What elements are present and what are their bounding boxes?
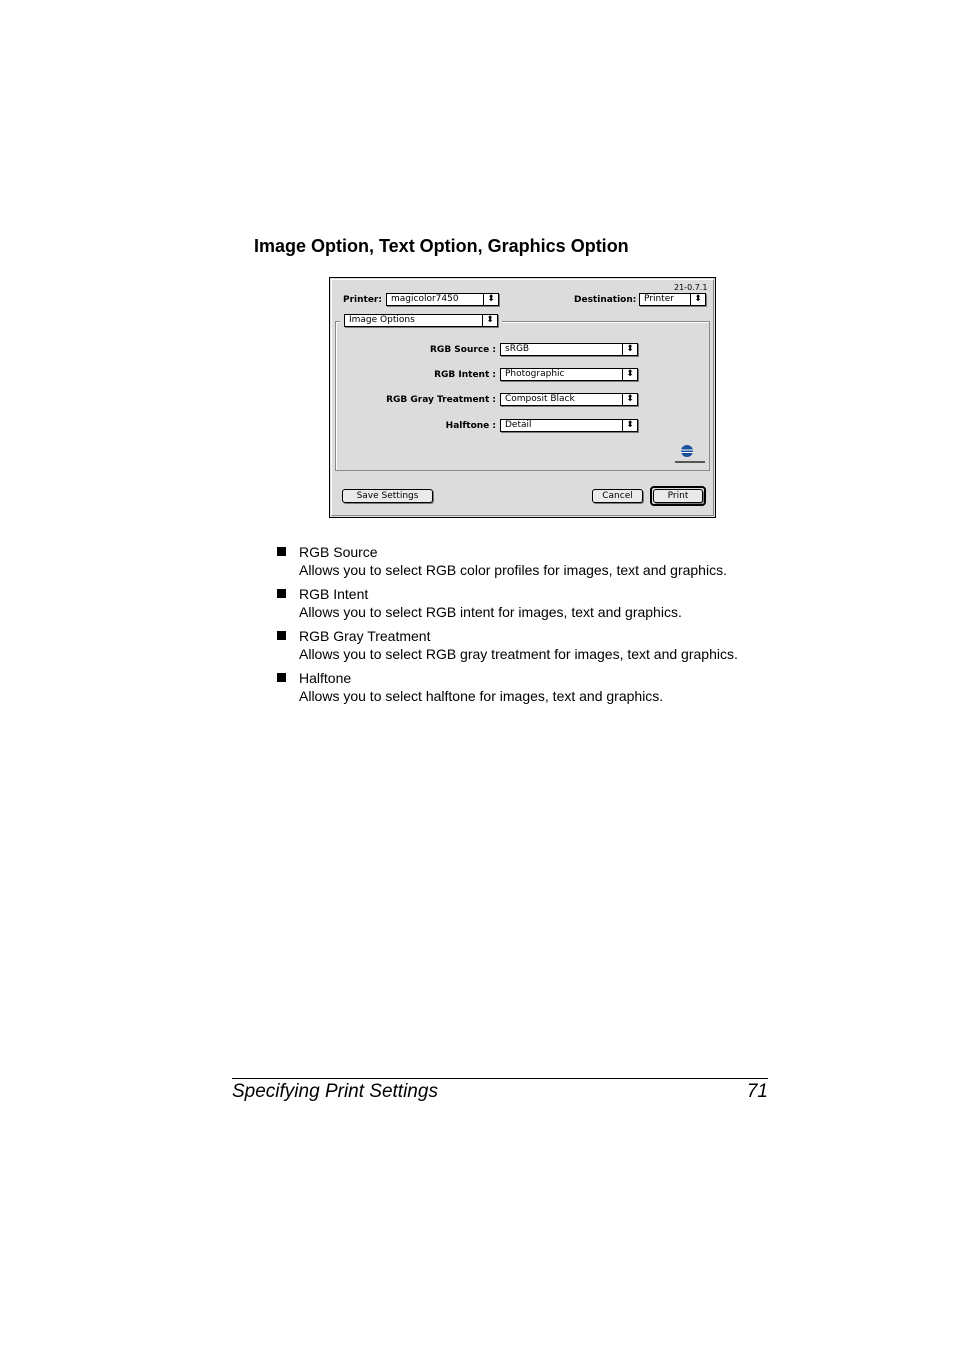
rgb-intent-label: RGB Intent : [434, 370, 496, 380]
bullet-description: Allows you to select RGB intent for images, text and graphics. [299, 604, 682, 620]
panel-popup-value: Image Options [349, 315, 415, 325]
konica-minolta-logo-icon [673, 445, 713, 467]
printer-label: Printer: [343, 295, 382, 305]
list-item [277, 627, 738, 663]
bullet-description: Allows you to select halftone for images, text and graphics. [299, 688, 664, 704]
printer-popup-value: magicolor7450 [391, 294, 459, 304]
halftone-label: Halftone : [445, 421, 496, 431]
list-item [277, 585, 738, 621]
updown-arrow-icon: ⬍ [622, 420, 637, 431]
rgb-source-label: RGB Source : [430, 345, 496, 355]
bullet-title: Halftone [299, 670, 352, 686]
halftone-value: Detail [505, 420, 532, 430]
footer-section-title: Specifying Print Settings [232, 1081, 438, 1102]
bullet-description: Allows you to select RGB color profiles for images, text and graphics. [299, 562, 727, 578]
panel-popup[interactable] [344, 314, 498, 327]
rgb-source-popup[interactable] [500, 343, 638, 356]
rgb-intent-value: Photographic [505, 369, 565, 379]
list-item [277, 669, 738, 705]
rgb-gray-treatment-value: Composit Black [505, 394, 575, 404]
footer-rule [232, 1078, 768, 1079]
square-bullet-icon [277, 673, 286, 682]
list-item [277, 543, 738, 579]
square-bullet-icon [277, 631, 286, 640]
rgb-source-value: sRGB [505, 344, 530, 354]
printer-popup[interactable] [386, 293, 499, 306]
bullet-title: RGB Intent [299, 586, 369, 602]
halftone-popup[interactable] [500, 419, 638, 432]
bullet-list [277, 543, 738, 711]
bullet-description: Allows you to select RGB gray treatment for images, text and graphics. [299, 646, 738, 662]
section-heading: Image Option, Text Option, Graphics Option [254, 236, 629, 256]
square-bullet-icon [277, 589, 286, 598]
bullet-title: RGB Source [299, 544, 378, 560]
destination-popup-value: Printer [644, 294, 674, 304]
updown-arrow-icon: ⬍ [690, 294, 705, 305]
destination-label: Destination: [574, 295, 637, 305]
page-number: 71 [746, 1081, 768, 1102]
square-bullet-icon [277, 547, 286, 556]
rgb-intent-popup[interactable] [500, 368, 638, 381]
updown-arrow-icon: ⬍ [622, 394, 637, 405]
konica-minolta-logo [673, 445, 713, 467]
print-dialog [329, 277, 716, 518]
cancel-button[interactable]: Cancel [592, 489, 643, 503]
bullet-title: RGB Gray Treatment [299, 628, 431, 644]
updown-arrow-icon: ⬍ [483, 294, 498, 305]
version-label: 21-0.7.1 [674, 283, 708, 292]
updown-arrow-icon: ⬍ [622, 344, 637, 355]
rgb-gray-treatment-label: RGB Gray Treatment : [386, 395, 496, 405]
print-button[interactable]: Print [653, 489, 703, 503]
save-settings-button[interactable]: Save Settings [342, 489, 433, 503]
destination-popup[interactable] [639, 293, 706, 306]
rgb-gray-treatment-popup[interactable] [500, 393, 638, 406]
updown-arrow-icon: ⬍ [622, 369, 637, 380]
updown-arrow-icon: ⬍ [482, 315, 497, 326]
